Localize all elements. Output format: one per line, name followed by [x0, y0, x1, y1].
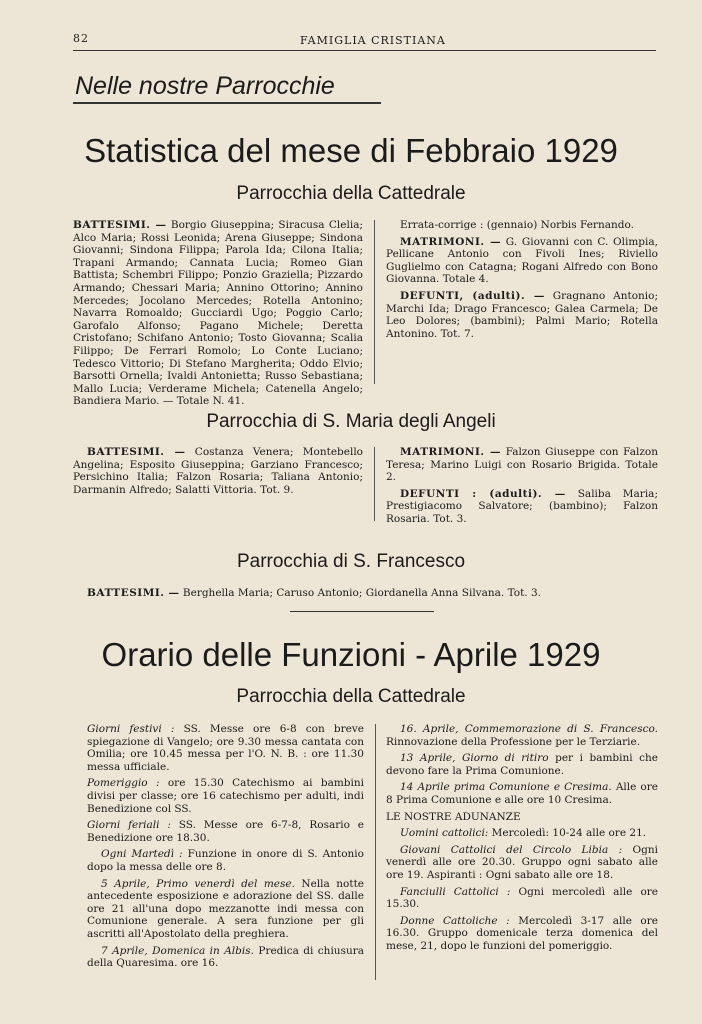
- defunti-text: Saliba Maria; Prestigiacomo Salvatore; (bambino); Falzon Rosaria. Tot. 3.: [386, 487, 658, 525]
- angeli-text-right: [386, 446, 658, 530]
- battesimi-label: BATTESIMI. —: [73, 219, 167, 231]
- orario-text: per i bambini che devono fare la Prima Comunione.: [386, 752, 658, 777]
- angeli-text-left: [73, 446, 363, 500]
- column-divider: [374, 447, 375, 521]
- orario-lead: Ogni Martedì :: [101, 848, 183, 861]
- matrimoni-text: Falzon Giuseppe con Falzon Teresa; Marino Luigi con Rosario Brigida. Totale 2.: [386, 446, 658, 484]
- orario-text: Predica di chiusura della Quaresima. ore 16.: [87, 944, 364, 970]
- adunanze-text: Mercoledì 3-17 alle ore 16.30. Gruppo domenicale terza domenica del mese, 21, dopo le funzioni del pomeriggio.: [386, 914, 658, 952]
- orario-title: Orario delle Funzioni - Aprile 1929: [101, 636, 601, 673]
- cattedrale-title: Parrocchia della Cattedrale: [236, 183, 466, 204]
- column-divider: [375, 724, 376, 980]
- battesimi-text: Borgio Giuseppina; Siracusa Clelia; Alco Maria; Rossi Leonida; Arena Giuseppe; Sindona Giovanni; Sindona Filippa; Parola Ida; Cilona Italia; Trapani Armando; Cannata Lucia; Romeo Gian Battista; Schembri Filippo; Ponzio Graziella; Pizzardo Armando; Chessari Maria; Annino Ottorino; Annino Mercedes; Jocolano Mercedes; Rotella Antonino; Navarra Romoaldo; Gucciardi Ugo; Poggio Carlo; Garofalo Alfonso; Pagano Michele; Deretta Cristofano; Schifano Antonio; Tosto Giovanna; Scalia Filippo; De Ferrari Romolo; Lo Conte Luciano; Tedesco Vittorio; Di Stefano Margherita; Oddo Elvio; Barsotti Ornella; Ivaldi Antonietta; Russo Sebastiana; Mallo Lucia; Verderame Michela; Catenella Angelo; Bandiera Mario. — Totale N. 41.: [73, 219, 363, 408]
- defunti-label: DEFUNTI, (adulti). —: [400, 289, 545, 302]
- errata-corrige: Errata-corrige : (gennaio) Norbis Fernando.: [400, 219, 634, 231]
- orario-text: SS. Messe ore 6-7-8, Rosario e Benedizione ore 18.30.: [87, 819, 365, 844]
- battesimi-text: Costanza Venera; Montebello Angelina; Esposito Giuseppina; Garziano Francesco; Persichino Italia; Falzon Rosaria; Taliana Antonio; Darmanin Alfredo; Salatti Vittoria. Tot. 9.: [73, 446, 364, 496]
- orario-text-left: [87, 723, 364, 974]
- orario-text: Alle ore 8 Prima Comunione e alle ore 10 Cresima.: [386, 781, 658, 806]
- adunanze-lead: Giovani Cattolici del Circolo Libia :: [400, 843, 623, 856]
- orario-text-right: [386, 723, 658, 957]
- orario-lead: Giorni feriali :: [87, 819, 171, 832]
- page-number: 82: [73, 32, 89, 45]
- adunanze-lead: Donne Cattoliche :: [400, 914, 510, 927]
- orario-text: SS. Messe ore 6-8 con breve spiegazione di Vangelo; ore 9.30 messa cantata con Omilia; ore 10.45 messa per l'O. N. B. : ore 11.30 messa ufficiale.: [87, 723, 364, 773]
- orario-text: Nella notte antecedente esposizione e adorazione del SS. dalle ore 21 all'una dopo mezzanotte indi messa con Comunione generale. A sera funzione per gli ascritti all'Apostolato della preghiera.: [87, 877, 364, 940]
- matrimoni-label: MATRIMONI. —: [400, 446, 502, 458]
- orario-lead: 13 Aprile, Giorno di ritiro: [400, 752, 549, 765]
- header-rule: [73, 50, 656, 51]
- adunanze-text: Ogni venerdì alle ore 20.30. Gruppo ogni sabato alle ore 19. Aspiranti : Ogni sabato alle ore 18.: [386, 843, 658, 881]
- orario-lead: 5 Aprile, Primo venerdì del mese.: [101, 877, 295, 890]
- section-title-underline: [73, 102, 381, 104]
- francesco-text: [73, 587, 658, 604]
- matrimoni-text: G. Giovanni con C. Olimpia, Pellicane Antonio con Fivoli Ines; Riviello Guglielmo con Catagna; Rogani Alfredo con Bono Giovanna. Totale 4.: [386, 235, 658, 286]
- orario-text: Rinnovazione della Professione per le Terziarie.: [386, 735, 641, 748]
- cattedrale-text-left: [73, 219, 363, 408]
- cattedrale-text-right: [386, 219, 658, 344]
- section-divider: [290, 611, 434, 612]
- orario-text: Funzione in onore di S. Antonio dopo la messa delle ore 8.: [87, 848, 364, 873]
- defunti-text: Gragnano Antonio; Marchi Ida; Drago Francesco; Galea Carmela; De Leo Dolores; (bambini); Palmi Mario; Rotella Antonino. Tot. 7.: [386, 289, 658, 340]
- battesimi-label: BATTESIMI. —: [87, 587, 180, 599]
- adunanze-text: Ogni mercoledì alle ore 15.30.: [386, 885, 658, 911]
- matrimoni-label: MATRIMONI. —: [400, 235, 502, 248]
- orario-subtitle: Parrocchia della Cattedrale: [236, 686, 466, 707]
- orario-lead: Pomeriggio :: [87, 777, 160, 790]
- section-title: Nelle nostre Parrocchie: [75, 72, 335, 100]
- orario-lead: 7 Aprile, Domenica in Albis.: [101, 944, 254, 957]
- orario-lead: 14 Aprile prima Comunione e Cresima.: [400, 781, 612, 794]
- orario-text: ore 15.30 Catechismo ai bambini divisi per classe; ore 16 catechismo per adulti, indi Benedizione col SS.: [87, 777, 364, 815]
- column-divider: [374, 220, 375, 384]
- magazine-title: FAMIGLIA CRISTIANA: [300, 34, 446, 47]
- defunti-label: DEFUNTI : (adulti). —: [400, 487, 566, 500]
- battesimi-text: Berghella Maria; Caruso Antonio; Giordanella Anna Silvana. Tot. 3.: [182, 587, 541, 599]
- orario-lead: 16. Aprile, Commemorazione di S. Francesco.: [400, 723, 658, 735]
- orario-lead: Giorni festivi :: [87, 723, 175, 735]
- francesco-title: Parrocchia di S. Francesco: [236, 551, 466, 572]
- adunanze-lead: Fanciulli Cattolici :: [400, 885, 511, 898]
- adunanze-text: Mercoledì: 10-24 alle ore 21.: [488, 827, 647, 840]
- battesimi-label: BATTESIMI. —: [87, 446, 186, 458]
- statistica-title: Statistica del mese di Febbraio 1929: [84, 132, 618, 169]
- angeli-title: Parrocchia di S. Maria degli Angeli: [206, 411, 496, 432]
- adunanze-title: LE NOSTRE ADUNANZE: [386, 810, 521, 823]
- adunanze-lead: Uomini cattolici:: [400, 827, 489, 840]
